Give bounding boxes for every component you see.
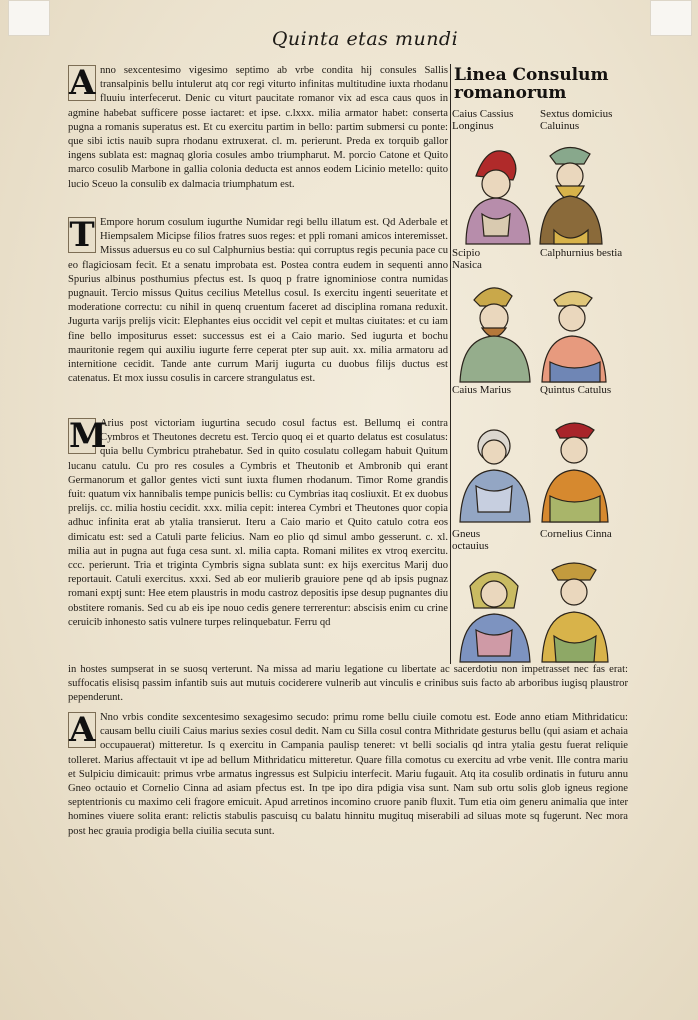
- text-block-1: [68, 64, 448, 216]
- decorated-initial: M: [69, 417, 107, 456]
- text-block-5: [68, 711, 628, 869]
- portrait-pair-1: [458, 136, 618, 248]
- decorated-initial: A: [69, 711, 96, 750]
- woodcut-portraits-4: [454, 556, 618, 664]
- consul-name-octauius: Gneus octauius: [452, 528, 489, 552]
- paragraph-1: nno sexcentesimo vigesimo septimo ab vrbe condita hij consules Sallis transalpinis bellu intulerut atq cor regi viturto infinitas multitudine iuxta rhodanu fluuiu interfecerut. Denic cu viturt paucitate romanor vix ad esca caus quos in agmine habebat sufficere posse iactaret: et ipse. c.lxxx. milia armator habet: conserta pugna a romanis superatus est. Et cu exercitu partim in bello: partim submersi cu ponte: que sibi ictis nauib supra rhodanu extruxerat. cl. m. perierunt. Preda ex torquib gallor ingens sublata est: magnaq gloria cosules ambo triumpharut. M. porcio Catone et Quito marco cosulib Marbone in gallia colonia deducta est annos eodem Licinio metello: quito lucio Sceuo la consulib ex dalmacia triumphatum est.: [68, 65, 448, 190]
- text-block-4: [68, 663, 628, 711]
- text-block-2: [68, 216, 448, 416]
- lineage-title: Linea Consulum romanorum: [454, 65, 609, 103]
- consul-name-marius: Caius Marius: [452, 384, 511, 396]
- portrait-pair-3: [454, 416, 618, 524]
- paragraph-4: in hostes sumpserat in se suosq verterunt. Na missa ad mariu legatione cu libertate ac sacerdotiu non impetrasset nec fas erat: suffocatis elisisq passim infantib suis aut mutuis cociderere vulnerib aut vinculis e crinibus suis facto ab arboribus iugisq plaustror pependerunt.: [68, 664, 628, 704]
- paragraph-2: Empore horum cosulum iugurthe Numidar regi bellu illatum est. Qd Aderbale et Hiempsalem Micipse filios fratres suos reges: et ppli romani amicos interemisset. Missus aduersus eu co sul Calphurnius bestia: qui corruptus regis pecunia pace cu eo flagiciosam fecit. Et a senatu improbata est. Postea contra eudem in sequenti anno Spurius albinus posthumius pfectus est. Is quoq p fratre ignominiose contra numidas pugnauit. Tercio missus Quitus cecilius Metellus cosul. Is exercitu ingenti seueritate et moderatione correctu: cu nihil in quenq cruentum faceret ad disciplina romana reduxit. Jugurta varijs prelijs vicit: Elephantes eius occidit vel cepit et multas ciuitates: et cu iam fine bello impositurus esset: successus est ei a Caio mario. Sed iugurta et bochu mauritonie regem qui auxiliu iugurte ferre ceperat pter sup auit. xx. milia armatoru ad internitione cecidit. Tande ante currum Marij iugurta cu duobus filijs ductus est catenatus. Et mox iussu cosulis in carcere strangulatus est.: [68, 217, 448, 385]
- consul-name-scipio: Scipio Nasica: [452, 247, 482, 271]
- paragraph-3: Arius post victoriam iugurtina secudo cosul factus est. Bellumq ei contra Cymbros et Theutones decretu est. Tercio quoq ei et quarto delatus est cosulatus: quia bellu Cymbricu ptrahebatur. Sed in quito cosulatu collegam habuit Quitum lucanu catulu. Cu pro res cosules a Cymbris et Theutonib et Ambronib qui erant Germanorum et gallor gentes victi sunt iuxta flumen rhodanum. Timor Rome grandis fuit: quatum vix hannibalis tempe punicis bellis: cu Cymbrias itaq cosliuxit. Et ex duobus prelijs. cc. milia hostiu cecidit. xxx. milia cepit: interea Cymbri et Theutones quor copia adhuc infinita erat ab ytalia transierut. Iteru a Caio mario et Quito catulo cotra eos dimicatu est: sed a Catuli parte felicius. Nam eo plio qd simul ambo gesserunt. c. xl. milia aut in pugna aut fuga cesa sunt. xl. milia capta. Romani milites ex vtroq exercitu. ccc. perierunt. Tria et triginta Cymbris signa sublata sunt: ex hijs exercitus Marij duo reportauit. Catuli exercitus. xxxi. Sed ab eor mulierib grauiore pene qd ab ipsis pugnaz romani exptj sunt: Hee etem plaustris in modu castroz depositis ipse desup pugnantes diu obstitere romanis. Sed cu ab eis ipe nouo cedis genere terrerentur: abscisis enim cu crine ceruicib inhonesto satis vulnere turpes relinquebatur. Ferru qd: [68, 418, 448, 628]
- paragraph-5: Nno vrbis condite sexcentesimo sexagesimo secudo: primu rome bellu ciuile comotu est. Eode anno etiam Mithridaticu: causam bellu ciuili Caius marius sexies cosul dedit. Nam cu Silla cosul contra Mithridate gesturus bellu (qui asiam et achaia occupauerat) mitteretur. Is q exercitu in Campania paulisp teneret: vt belli socialis qd intra ytalia gestu fuerat reliquie tolleret. Marius affectauit vt ipe ad bellum Mithridaticu mitteretur. Quare filla comotus cu exercitu ad vrbe venit. Ille contra mariu et Sulpiciu dimicauit: primus vrbe armatus ingressus est Sulpiciu interfecit. Mariu fugauit. Atq ita cosulib ordinatis in futuru annu Gneo octauio et Cornelio Cinna ad asiam pfectus est. In tpe ipo dira pdigia visa sunt. Nam sub ortu solis glob igneus regione septentrionis cu maximo celi fragore emicuit. Apud arretinos incomino cruore panib fluxit. Tum etia oim generu animalia que inter homines viuere solita erant: relictis stabulis pascuisq cu balatu hinnitu mugituq miserabili ad siluas mote sq fugerunt. Nec mora post hec grauia prodigia bella ciuilia secuta sunt.: [68, 712, 628, 837]
- consul-name-catulus: Quintus Catulus: [540, 384, 612, 396]
- consul-name-cinna: Cornelius Cinna: [540, 528, 612, 540]
- text-block-3: [68, 417, 448, 663]
- portrait-pair-4: [454, 556, 618, 664]
- page-tab-left: [8, 0, 50, 36]
- page-tab-right: [650, 0, 692, 36]
- woodcut-portraits-3: [454, 416, 618, 524]
- consul-name-calphurnius: Calphurnius bestia: [540, 247, 623, 259]
- woodcut-portraits-2: [454, 276, 618, 384]
- woodcut-portraits-1: [458, 136, 618, 248]
- decorated-initial: T: [69, 216, 95, 255]
- consul-name-domicius: Sextus domicius Caluinus: [540, 108, 613, 132]
- decorated-initial: A: [69, 64, 96, 103]
- running-head: Quinta etas mundi: [271, 28, 459, 50]
- consul-name-cassius: Caius Cassius Longinus: [452, 108, 514, 132]
- portrait-pair-2: [454, 276, 618, 384]
